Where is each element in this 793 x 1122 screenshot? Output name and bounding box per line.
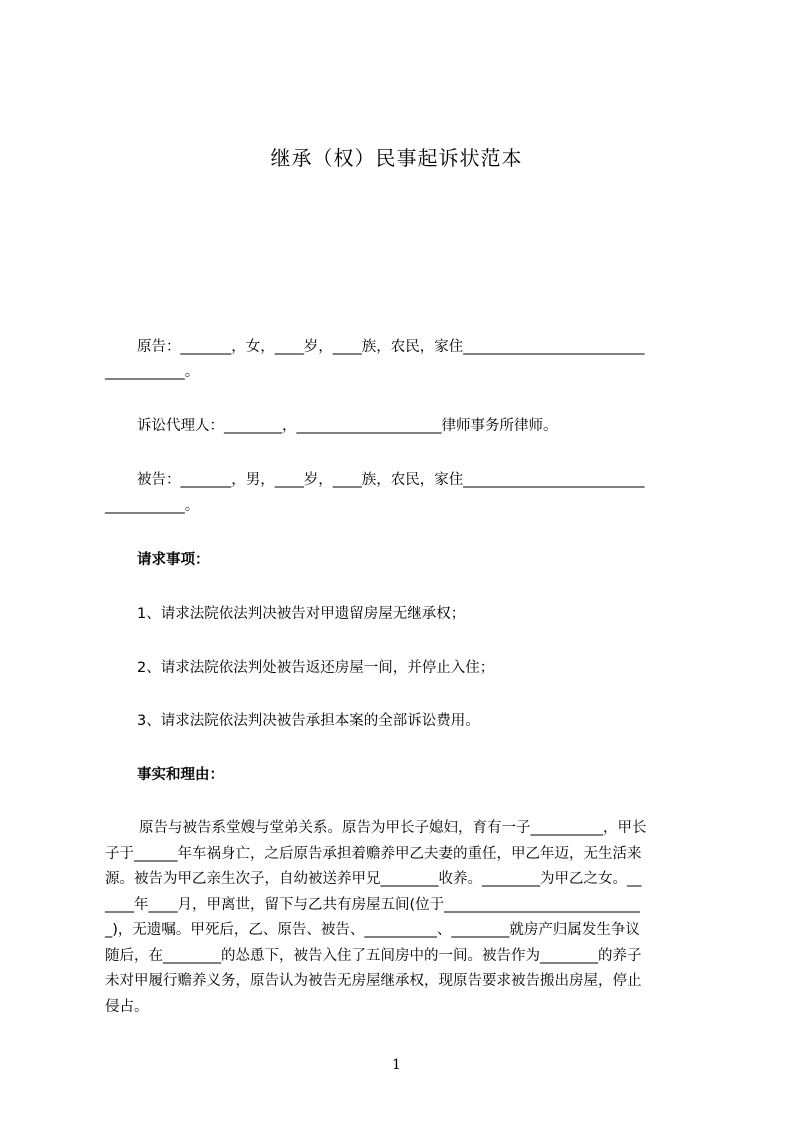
facts-line: 子于______年车祸身亡，之后原告承担着赡养甲乙夫妻的重任，甲乙年迈，无生活来 [105, 846, 642, 862]
page-number: 1 [392, 1057, 401, 1073]
claim-item: 2、请求法院依法判处被告返还房屋一间，并停止入住； [137, 660, 495, 676]
facts-line: 原告与被告系堂嫂与堂弟关系。原告为甲长子媳妇，育有一子__________，甲长 [139, 820, 647, 836]
facts-line: 源。被告为甲乙亲生次子，自幼被送养甲兄________收养。________为甲乙之女。__ [105, 871, 642, 887]
plaintiff-line-1: 原告：_______，女，____岁，____族，农民，家住_________________________ [137, 339, 645, 355]
claim-item: 3、请求法院依法判决被告承担本案的全部诉讼费用。 [137, 713, 480, 729]
document-title: 继承（权）民事起诉状范本 [270, 146, 523, 170]
facts-line: ____年____月，甲离世，留下与乙共有房屋五间(位于___________________________ [105, 897, 640, 913]
facts-heading: 事实和理由： [137, 767, 224, 783]
defendant-line-1: 被告：_______，男，____岁，____族，农民，家住_________________________ [137, 472, 645, 488]
facts-line: _)，无遗嘱。甲死后，乙、原告、被告、__________、________就房产归属发生争议 [105, 922, 640, 938]
agent-line: 诉讼代理人：________，____________________律师事务所律师。 [137, 418, 558, 434]
facts-line: 侵占。 [105, 999, 149, 1015]
plaintiff-line-2: ___________。 [105, 364, 200, 380]
claims-heading: 请求事项： [137, 552, 210, 568]
defendant-line-2: ___________。 [105, 498, 200, 514]
claim-item: 1、请求法院依法判决被告对甲遗留房屋无继承权； [137, 606, 466, 622]
facts-line: 随后，在________的怂恿下，被告入住了五间房中的一间。被告作为________的养子 [105, 948, 642, 964]
facts-line: 未对甲履行赡养义务，原告认为被告无房屋继承权，现原告要求被告搬出房屋，停止 [105, 973, 642, 989]
